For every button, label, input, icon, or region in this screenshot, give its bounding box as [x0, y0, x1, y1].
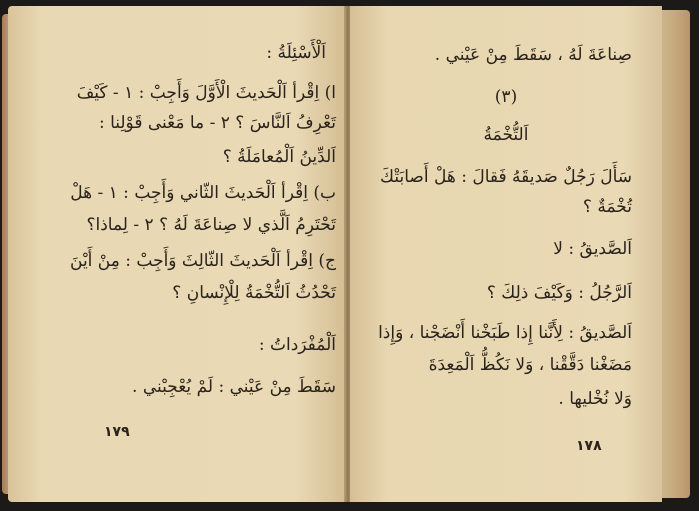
question-line: ب) اِقْرأ اَلْحَديثَ الثّاني وَأَجِبْ : ١ - هَلْ: [70, 183, 336, 203]
section-number: (٣): [494, 87, 518, 107]
question-line: اَلدِّينُ اَلْمُعامَلَةُ ؟: [222, 147, 336, 167]
vocabulary-line: سَقَطَ مِنْ عَيْني : لَمْ يُعْجِبْني .: [132, 377, 336, 397]
page-number-left: ١٧٩: [104, 424, 130, 440]
dialogue-line: اَلصَّديقُ : لِأَنَّنا إِذا طَبَخْنا أَنْضَجْنا ، وَإِذا: [378, 323, 632, 343]
dialogue-line: مَضَغْنا دَقَّقْنا ، وَلا نَكُظُّ اَلْمَعِدَةَ: [428, 355, 632, 375]
question-line: ج) اِقْرأ اَلْحَديثَ الثّالِثَ وَأَجِبْ : مِنْ أَيْنَ: [70, 251, 336, 271]
dialogue-line: اَلصَّديقُ : لا: [553, 239, 632, 259]
vocabulary-heading: اَلْمُفْرَداتُ :: [258, 335, 336, 355]
question-line: تَعْرِفُ اَلنَّاسَ ؟ ٢ - ما مَعْنى قَوْلِنا :: [98, 113, 336, 133]
book-right-edge: [662, 10, 690, 498]
dialogue-line: تُخْمَةٌ ؟: [582, 197, 632, 217]
question-line: ا) اِقْرأ اَلْحَديثَ الْأَوَّلَ وَأَجِبْ : ١ - كَيْفَ: [76, 83, 336, 103]
right-page: [350, 6, 662, 502]
lesson-title: اَلتُّخْمَةُ: [483, 125, 529, 145]
dialogue-line: وَلا نُخْليها .: [558, 389, 632, 409]
question-line: تَحْدُثُ اَلتُّخْمَةُ لِلْإِنْسانِ ؟: [172, 283, 336, 303]
question-line: تَحْتَرِمُ اَلَّذي لا صِناعَةَ لَهُ ؟ ٢ - لِماذا؟: [86, 215, 336, 235]
dialogue-line: سَأَلَ رَجُلٌ صَديقَهُ فَقالَ : هَلْ أَصابَتْكَ: [380, 167, 632, 187]
continuation-line: صِناعَةَ لَهُ ، سَقَطَ مِنْ عَيْني .: [434, 45, 632, 65]
left-page: [8, 6, 346, 502]
questions-heading: اَلْأَسْئِلَةُ :: [266, 43, 326, 63]
dialogue-line: اَلرَّجُلُ : وَكَيْفَ ذلِكَ ؟: [486, 283, 632, 303]
page-number-right: ١٧٨: [576, 438, 602, 454]
